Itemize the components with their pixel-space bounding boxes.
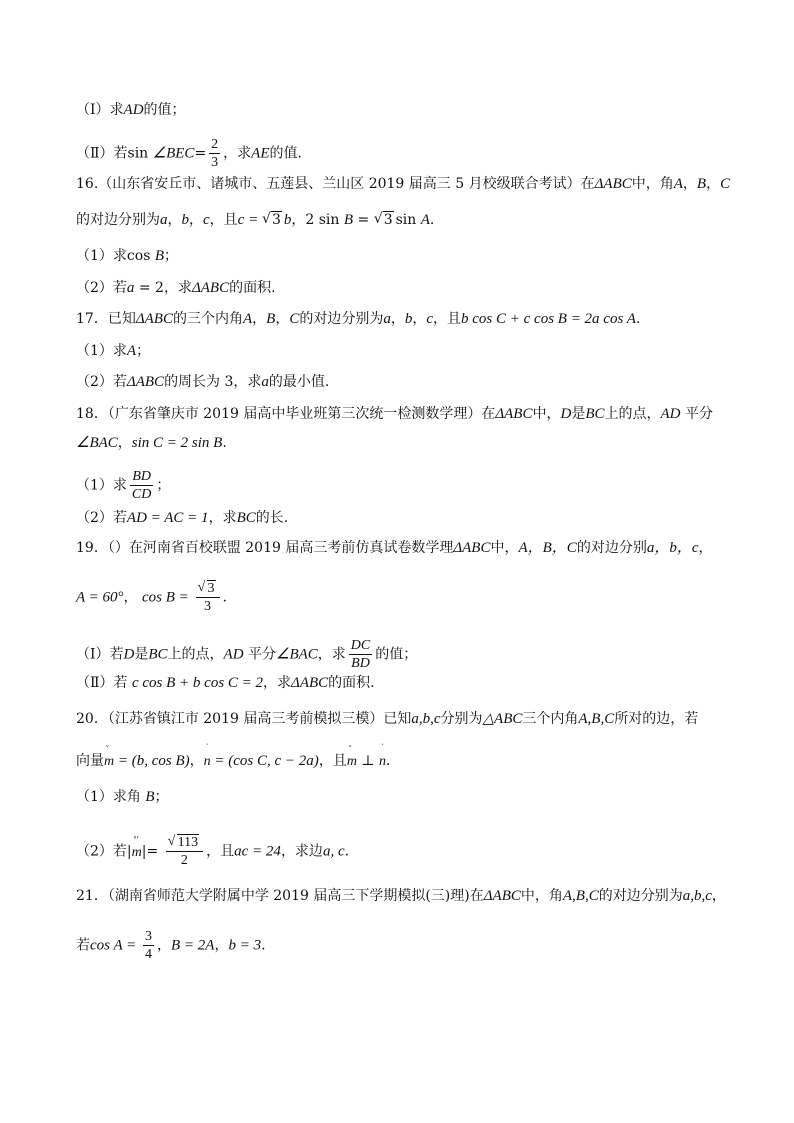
text: 20．（江苏省镇江市 2019 届高三考前模拟三模）已知 — [76, 711, 412, 727]
math-var: a, c — [322, 843, 345, 860]
text: 的三个内角 — [172, 311, 243, 327]
math-triangle: △ABC — [482, 711, 523, 727]
text: ， — [390, 311, 405, 327]
text: 的周长为 3，求 — [164, 374, 262, 390]
math-var: n — [379, 754, 387, 769]
p20-q2 — [76, 834, 734, 869]
math-var: BC — [585, 406, 605, 422]
vector-mark: ᵘʳ — [133, 832, 139, 843]
math-var: B — [696, 176, 707, 192]
math-op: |= — [141, 843, 163, 860]
text: . — [429, 212, 435, 228]
math-op: ⊥ — [356, 753, 380, 769]
text: （1）求 — [76, 248, 127, 264]
text: ， — [291, 212, 306, 228]
text: 是 — [571, 406, 586, 422]
math-expr: cos B = — [141, 589, 193, 606]
text: （2）若 — [76, 374, 127, 390]
math-var: A,B,C — [578, 711, 615, 727]
math-var: b — [404, 311, 413, 327]
math-expr: b = 3 — [228, 937, 262, 954]
math-var: A — [673, 176, 683, 192]
math-expr: = (cos C, c − 2a) — [210, 753, 319, 769]
p18-q2 — [76, 508, 734, 528]
math-var: a，b，c — [646, 540, 699, 556]
text: ； — [136, 343, 151, 359]
vector-mark: ᵛ — [348, 742, 352, 752]
math-expr: = (b, cos B) — [114, 753, 190, 769]
math-op: = — [353, 212, 374, 228]
text: ，求 — [163, 280, 192, 296]
math-expr: 2 sin — [305, 212, 340, 228]
text: 16.（山东省安丘市、诸城市、五莲县、兰山区 2019 届高三 5 月校级联合考试）在 — [76, 176, 595, 192]
p20-line-2 — [76, 742, 734, 772]
text: ， — [189, 753, 204, 769]
math-var: m — [104, 754, 115, 769]
math-angle: ∠BAC — [276, 646, 318, 663]
math-var: BC — [236, 510, 256, 526]
p15-q1 — [76, 100, 734, 120]
text: 平分 — [684, 406, 713, 422]
math-var: a — [261, 374, 269, 390]
text: ，求 — [263, 675, 292, 691]
p16-q1 — [76, 246, 734, 266]
text: ，且 — [433, 311, 461, 327]
math-var: B — [343, 212, 354, 228]
p18-line-1 — [76, 404, 734, 424]
p19-line-2 — [76, 580, 734, 615]
math-var: B — [154, 248, 165, 264]
text: ， — [157, 937, 171, 954]
text: 17．已知 — [76, 311, 136, 327]
text: 的值. — [269, 145, 302, 162]
text: 18．（广东省肇庆市 2019 届高中毕业班第三次统一检测数学理）在 — [76, 406, 496, 422]
math-triangle: ΔABC — [135, 311, 173, 327]
fraction — [143, 928, 154, 963]
math-op: = — [194, 145, 207, 162]
math-var: a,b,c — [682, 888, 712, 904]
text: ，求 — [317, 646, 346, 663]
text: 中， — [532, 406, 561, 422]
text: . — [222, 589, 227, 606]
p20-q1 — [76, 787, 734, 807]
math-var: BC — [148, 646, 168, 663]
math-triangle: ΔABC — [594, 176, 632, 192]
text: ， — [706, 176, 721, 192]
math-triangle: ΔABC — [483, 888, 521, 904]
math-var: AD — [123, 102, 144, 118]
denominator: 2 — [180, 853, 188, 868]
text: . — [344, 843, 350, 860]
text: ， — [682, 176, 697, 192]
denominator: 3 — [211, 155, 219, 170]
math-var: D — [123, 646, 135, 663]
math-expr: A = 60° — [76, 589, 124, 606]
numerator — [166, 834, 203, 852]
text: 的最小值. — [268, 374, 330, 390]
p18-line-2 — [76, 433, 734, 453]
math-var: C — [289, 311, 300, 327]
vector-mark: ˈ — [381, 742, 385, 752]
sqrt — [168, 834, 199, 851]
math-var: A — [420, 212, 430, 228]
math-func: sin — [395, 212, 417, 228]
text: 19．（）在河南省百校联盟 2019 届高三考前仿真试卷数学理 — [76, 540, 454, 556]
text: 向量 — [76, 753, 104, 769]
text: ，求边 — [280, 843, 323, 860]
text: 上的点， — [167, 646, 224, 663]
math-var: AD — [660, 406, 681, 422]
p21-line-1 — [76, 886, 734, 906]
text: 中，角 — [520, 888, 563, 904]
math-expr: b cos C + c cos B = 2a cos A — [461, 311, 636, 327]
math-var: a — [383, 311, 391, 327]
math-var: a,b,c — [411, 711, 441, 727]
text: 的长. — [255, 510, 289, 526]
numerator: 3 — [145, 929, 152, 944]
math-var: m — [346, 754, 357, 769]
math-var: A,B,C — [562, 888, 599, 904]
text: ， — [117, 435, 132, 451]
math-var: A — [242, 311, 253, 327]
numerator: BD — [130, 468, 153, 486]
text: 的对边分别为 — [598, 888, 683, 904]
math-var: AD — [223, 646, 244, 663]
p21-line-2 — [76, 928, 734, 963]
math-var: b — [283, 212, 292, 228]
math-triangle: ΔABC — [453, 540, 491, 556]
math-triangle: ΔABC — [126, 374, 165, 390]
text: 的对边分别为 — [299, 311, 384, 327]
fraction — [196, 580, 220, 615]
radicand: 3 — [271, 212, 281, 228]
text: （1）求 — [76, 343, 127, 359]
math-var: A，B，C — [518, 540, 577, 556]
text: 中，角 — [631, 176, 674, 192]
p17-q2 — [76, 372, 734, 392]
math-expr: ac = 24 — [234, 843, 281, 860]
p18-q1 — [76, 468, 734, 503]
denominator: BD — [351, 656, 370, 671]
text: ； — [156, 477, 171, 494]
denominator: 3 — [204, 599, 211, 614]
math-var: D — [560, 406, 572, 422]
vector-mark: ˈ — [205, 742, 209, 752]
math-triangle: ΔABC — [495, 406, 533, 422]
math-var: B — [266, 311, 276, 327]
numerator: 2 — [211, 137, 219, 152]
math-var: m — [131, 844, 142, 860]
text: ， — [189, 212, 203, 228]
text: （Ⅱ）若 — [76, 675, 128, 691]
text: ，求 — [208, 510, 237, 526]
vector-m — [346, 742, 357, 772]
radicand: 113 — [177, 835, 199, 850]
math-var: AE — [251, 145, 270, 162]
p16-line-1 — [76, 174, 734, 194]
math-func: cos — [126, 248, 151, 264]
text: ， — [698, 540, 713, 556]
text: 三个内角 — [522, 711, 579, 727]
math-triangle: ΔABC — [191, 280, 230, 296]
text: . — [222, 435, 227, 451]
text: ， — [167, 212, 182, 228]
text: 上的点， — [604, 406, 661, 422]
math-expr: AD = AC = 1 — [126, 510, 209, 526]
sqrt — [262, 210, 282, 230]
text: （Ⅰ）若 — [76, 646, 124, 663]
text: （2）若 — [76, 843, 127, 860]
math-expr: cos A = — [90, 937, 140, 954]
math-var: ∠BEC — [152, 145, 195, 162]
denominator: CD — [131, 487, 152, 502]
math-var: c — [203, 212, 210, 228]
math-var: b — [181, 212, 189, 228]
p15-q2 — [76, 136, 734, 171]
text: ； — [154, 789, 169, 805]
math-var: a — [126, 280, 135, 296]
text: （Ⅰ）求 — [76, 102, 124, 118]
vector-n — [203, 742, 211, 772]
vector-mark: ᵛ — [106, 742, 109, 752]
denominator: 4 — [145, 947, 152, 962]
text: 的值； — [375, 646, 418, 663]
math-triangle: ΔABC — [291, 675, 329, 691]
p19-q2 — [76, 673, 734, 693]
text: ， — [252, 311, 267, 327]
p16-q2 — [76, 278, 734, 298]
text: 21．（湖南省师范大学附属中学 2019 届高三下学期模拟(三)理)在 — [76, 888, 484, 904]
p19-q1 — [76, 637, 734, 672]
numerator: DC — [350, 638, 371, 653]
math-var: n — [203, 754, 211, 769]
text: ，且 — [206, 843, 235, 860]
fraction — [166, 834, 203, 869]
fraction — [209, 136, 220, 171]
text: （Ⅱ）若 — [76, 145, 128, 162]
math-expr: sin C = 2 sin B — [131, 435, 223, 451]
vector-m — [131, 832, 142, 863]
p17-line-1 — [76, 309, 734, 329]
text: 的面积. — [328, 675, 375, 691]
vector-n — [379, 742, 387, 772]
text: （2）若 — [76, 280, 127, 296]
text: ， — [275, 311, 290, 327]
text: 分别为 — [440, 711, 483, 727]
math-var: c — [426, 311, 433, 327]
text: . — [635, 311, 641, 327]
text: ， — [123, 589, 138, 606]
text: ； — [164, 248, 179, 264]
text: （2）若 — [76, 510, 127, 526]
p19-line-1 — [76, 538, 734, 558]
text: （1）求 — [76, 477, 127, 494]
text: ，且 — [318, 753, 347, 769]
p17-q1 — [76, 341, 734, 361]
text: 的对边分别 — [576, 540, 647, 556]
text: ，求 — [223, 145, 252, 162]
p16-line-2 — [76, 210, 734, 230]
text: . — [261, 937, 266, 954]
text: ， — [412, 311, 427, 327]
text: 的面积. — [229, 280, 276, 296]
math-op: | — [126, 843, 132, 860]
fraction — [349, 637, 372, 672]
text: 是 — [134, 646, 149, 663]
fraction — [130, 468, 153, 503]
sqrt — [374, 210, 394, 230]
sqrt — [198, 580, 216, 597]
math-angle: ∠BAC — [76, 435, 118, 451]
numerator — [196, 580, 220, 598]
text: ， — [711, 888, 726, 904]
text: 的对边分别为 — [76, 212, 160, 228]
p20-line-1 — [76, 709, 734, 729]
math-func: sin — [127, 145, 149, 162]
radicand: 3 — [383, 212, 393, 228]
math-expr: B = 2A — [171, 937, 215, 954]
text: 的值； — [143, 102, 186, 118]
math-var: B — [145, 789, 155, 805]
math-var: a — [160, 212, 168, 228]
vector-m — [104, 742, 115, 772]
text: （1）求角 — [76, 789, 141, 805]
radicand: 3 — [207, 581, 215, 596]
text: 所对的边，若 — [614, 711, 699, 727]
math-expr: = 2 — [134, 280, 164, 296]
math-var: C — [720, 176, 731, 192]
text: . — [386, 753, 391, 769]
text: 若 — [76, 937, 90, 954]
text: 平分 — [248, 646, 276, 663]
math-var: A — [126, 343, 137, 359]
math-expr: c = — [237, 212, 262, 228]
text: ，且 — [209, 212, 238, 228]
math-expr: c cos B + b cos C = 2 — [131, 675, 264, 691]
text: ， — [214, 937, 229, 954]
text: 中， — [490, 540, 519, 556]
